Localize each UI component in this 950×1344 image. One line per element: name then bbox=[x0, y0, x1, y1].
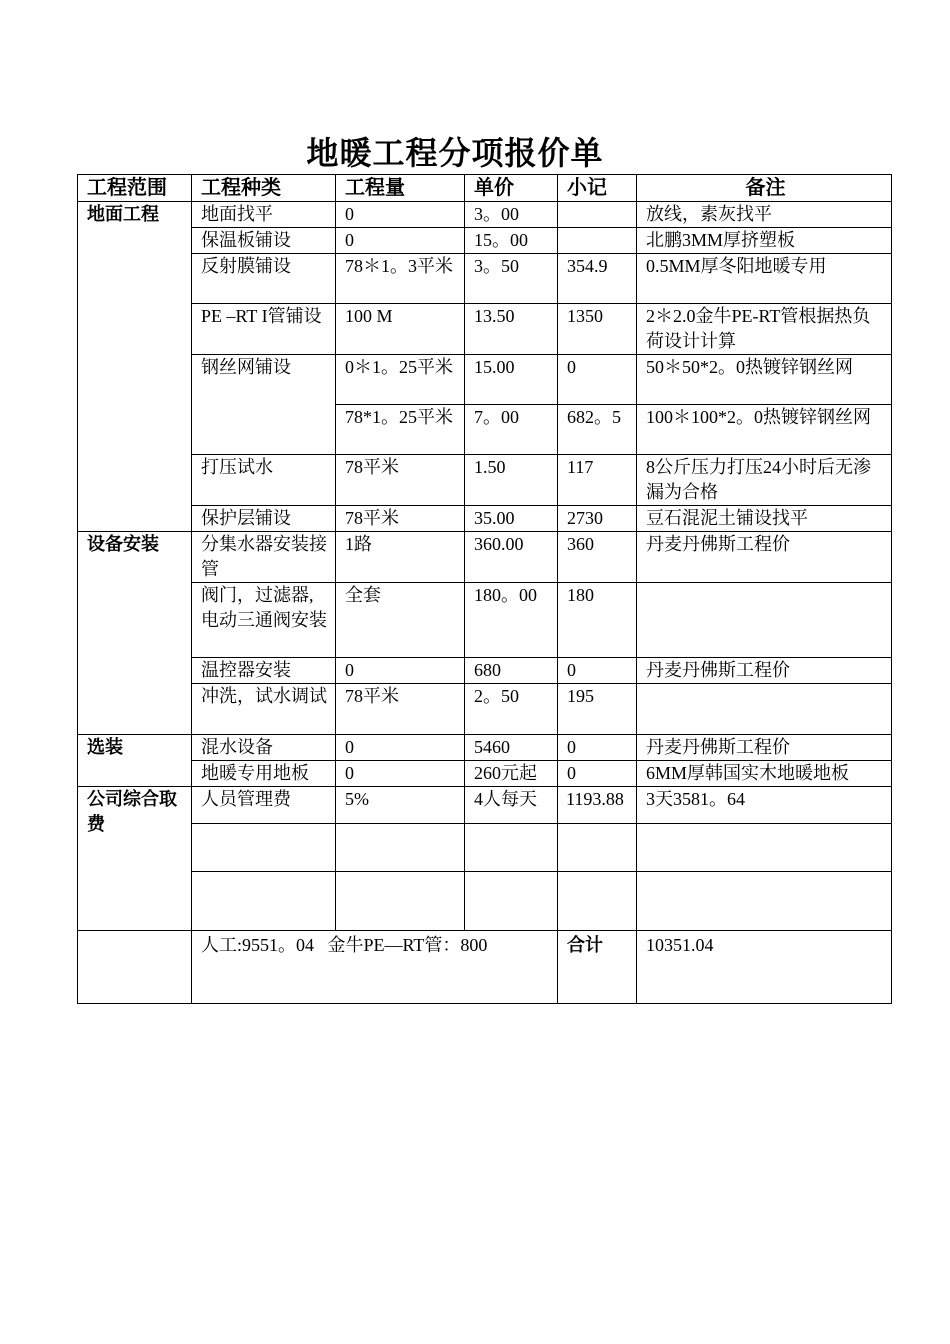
document-title: 地暖工程分项报价单 bbox=[306, 135, 604, 171]
cell-type: 打压试水 bbox=[192, 455, 336, 506]
cell-price: 13.50 bbox=[465, 304, 558, 355]
total-label: 合计 bbox=[558, 931, 637, 1004]
empty-cell bbox=[637, 824, 892, 872]
cell-remark: 6MM厚韩国实木地暖地板 bbox=[637, 761, 892, 787]
group-equipment: 设备安装 bbox=[78, 532, 192, 735]
cell-type: 人员管理费 bbox=[192, 787, 336, 824]
table-row bbox=[78, 202, 892, 228]
cell-qty: 0 bbox=[336, 761, 465, 787]
empty-cell bbox=[558, 872, 637, 931]
table-row bbox=[78, 761, 892, 787]
cell-price: 2。50 bbox=[465, 684, 558, 735]
cell-qty: 0 bbox=[336, 228, 465, 254]
empty-cell bbox=[78, 931, 192, 1004]
cell-price: 15.00 bbox=[465, 355, 558, 405]
summary-row bbox=[78, 931, 892, 1004]
cell-remark: 放线，素灰找平 bbox=[637, 202, 892, 228]
cell-price: 1.50 bbox=[465, 455, 558, 506]
table-row bbox=[78, 658, 892, 684]
cell-qty: 100 M bbox=[336, 304, 465, 355]
header-scope: 工程范围 bbox=[78, 175, 192, 202]
table-row-empty bbox=[78, 872, 892, 931]
header-type: 工程种类 bbox=[192, 175, 336, 202]
header-remark: 备注 bbox=[637, 175, 892, 202]
table-row bbox=[78, 355, 892, 405]
cell-price: 15。00 bbox=[465, 228, 558, 254]
cell-type: 地面找平 bbox=[192, 202, 336, 228]
cell-subtotal: 0 bbox=[558, 761, 637, 787]
cell-price: 360.00 bbox=[465, 532, 558, 583]
cell-remark: 3天3581。64 bbox=[637, 787, 892, 824]
quote-table bbox=[77, 174, 892, 1004]
cell-subtotal bbox=[558, 228, 637, 254]
cell-remark bbox=[637, 583, 892, 658]
empty-cell bbox=[558, 824, 637, 872]
cell-subtotal: 117 bbox=[558, 455, 637, 506]
empty-cell bbox=[465, 872, 558, 931]
cell-remark: 丹麦丹佛斯工程价 bbox=[637, 735, 892, 761]
table-row bbox=[78, 304, 892, 355]
cell-subtotal: 195 bbox=[558, 684, 637, 735]
cell-price: 180。00 bbox=[465, 583, 558, 658]
cell-price: 35.00 bbox=[465, 506, 558, 532]
labor-summary: 人工:9551。04 金牛PE—RT管：800 bbox=[192, 931, 558, 1004]
table-row bbox=[78, 228, 892, 254]
group-company: 公司综合取费 bbox=[78, 787, 192, 931]
cell-price: 7。00 bbox=[465, 405, 558, 455]
cell-price: 3。00 bbox=[465, 202, 558, 228]
cell-type: 分集水器安装接管 bbox=[192, 532, 336, 583]
cell-type: 混水设备 bbox=[192, 735, 336, 761]
cell-qty: 78平米 bbox=[336, 455, 465, 506]
cell-price: 3。50 bbox=[465, 254, 558, 304]
cell-remark: 8公斤压力打压24小时后无渗漏为合格 bbox=[637, 455, 892, 506]
cell-remark: 北鹏3MM厚挤塑板 bbox=[637, 228, 892, 254]
table-row bbox=[78, 254, 892, 304]
header-subtotal: 小记 bbox=[558, 175, 637, 202]
cell-subtotal: 360 bbox=[558, 532, 637, 583]
cell-remark: 丹麦丹佛斯工程价 bbox=[637, 658, 892, 684]
cell-qty: 78＊1。3平米 bbox=[336, 254, 465, 304]
cell-type: 保温板铺设 bbox=[192, 228, 336, 254]
empty-cell bbox=[336, 824, 465, 872]
cell-remark: 100＊100*2。0热镀锌钢丝网 bbox=[637, 405, 892, 455]
cell-qty: 0 bbox=[336, 202, 465, 228]
cell-qty: 全套 bbox=[336, 583, 465, 658]
table-row bbox=[78, 735, 892, 761]
cell-subtotal: 2730 bbox=[558, 506, 637, 532]
table-row bbox=[78, 684, 892, 735]
table-row-empty bbox=[78, 824, 892, 872]
cell-price: 680 bbox=[465, 658, 558, 684]
empty-cell bbox=[192, 872, 336, 931]
cell-remark: 50＊50*2。0热镀锌钢丝网 bbox=[637, 355, 892, 405]
empty-cell bbox=[637, 872, 892, 931]
cell-type: 钢丝网铺设 bbox=[192, 355, 336, 455]
cell-qty: 78平米 bbox=[336, 684, 465, 735]
empty-cell bbox=[336, 872, 465, 931]
table-row bbox=[78, 455, 892, 506]
cell-remark: 0.5MM厚冬阳地暖专用 bbox=[637, 254, 892, 304]
cell-type: 温控器安装 bbox=[192, 658, 336, 684]
cell-type: 冲洗，试水调试 bbox=[192, 684, 336, 735]
header-row bbox=[78, 175, 892, 202]
cell-subtotal: 0 bbox=[558, 735, 637, 761]
group-ground: 地面工程 bbox=[78, 202, 192, 532]
cell-qty: 0 bbox=[336, 735, 465, 761]
cell-subtotal bbox=[558, 202, 637, 228]
cell-qty: 1路 bbox=[336, 532, 465, 583]
cell-qty: 78*1。25平米 bbox=[336, 405, 465, 455]
cell-type: 地暖专用地板 bbox=[192, 761, 336, 787]
table-row bbox=[78, 506, 892, 532]
table-row bbox=[78, 583, 892, 658]
cell-subtotal: 682。5 bbox=[558, 405, 637, 455]
total-value: 10351.04 bbox=[637, 931, 892, 1004]
cell-price: 260元起 bbox=[465, 761, 558, 787]
cell-remark: 丹麦丹佛斯工程价 bbox=[637, 532, 892, 583]
cell-subtotal: 180 bbox=[558, 583, 637, 658]
cell-qty: 78平米 bbox=[336, 506, 465, 532]
header-price: 单价 bbox=[465, 175, 558, 202]
empty-cell bbox=[192, 824, 336, 872]
cell-subtotal: 354.9 bbox=[558, 254, 637, 304]
cell-remark: 2＊2.0金牛PE-RT管根据热负荷设计计算 bbox=[637, 304, 892, 355]
cell-remark bbox=[637, 684, 892, 735]
header-qty: 工程量 bbox=[336, 175, 465, 202]
cell-type: 反射膜铺设 bbox=[192, 254, 336, 304]
cell-price: 4人每天 bbox=[465, 787, 558, 824]
cell-type: 阀门，过滤器,电动三通阀安装 bbox=[192, 583, 336, 658]
cell-qty: 5% bbox=[336, 787, 465, 824]
cell-remark: 豆石混泥土铺设找平 bbox=[637, 506, 892, 532]
cell-type: 保护层铺设 bbox=[192, 506, 336, 532]
cell-qty: 0 bbox=[336, 658, 465, 684]
cell-subtotal: 0 bbox=[558, 355, 637, 405]
table-row bbox=[78, 787, 892, 824]
cell-subtotal: 1193.88 bbox=[558, 787, 637, 824]
group-optional: 选装 bbox=[78, 735, 192, 787]
cell-qty: 0＊1。25平米 bbox=[336, 355, 465, 405]
cell-type: PE –RT I管铺设 bbox=[192, 304, 336, 355]
cell-subtotal: 0 bbox=[558, 658, 637, 684]
cell-subtotal: 1350 bbox=[558, 304, 637, 355]
cell-price: 5460 bbox=[465, 735, 558, 761]
table-row bbox=[78, 532, 892, 583]
empty-cell bbox=[465, 824, 558, 872]
